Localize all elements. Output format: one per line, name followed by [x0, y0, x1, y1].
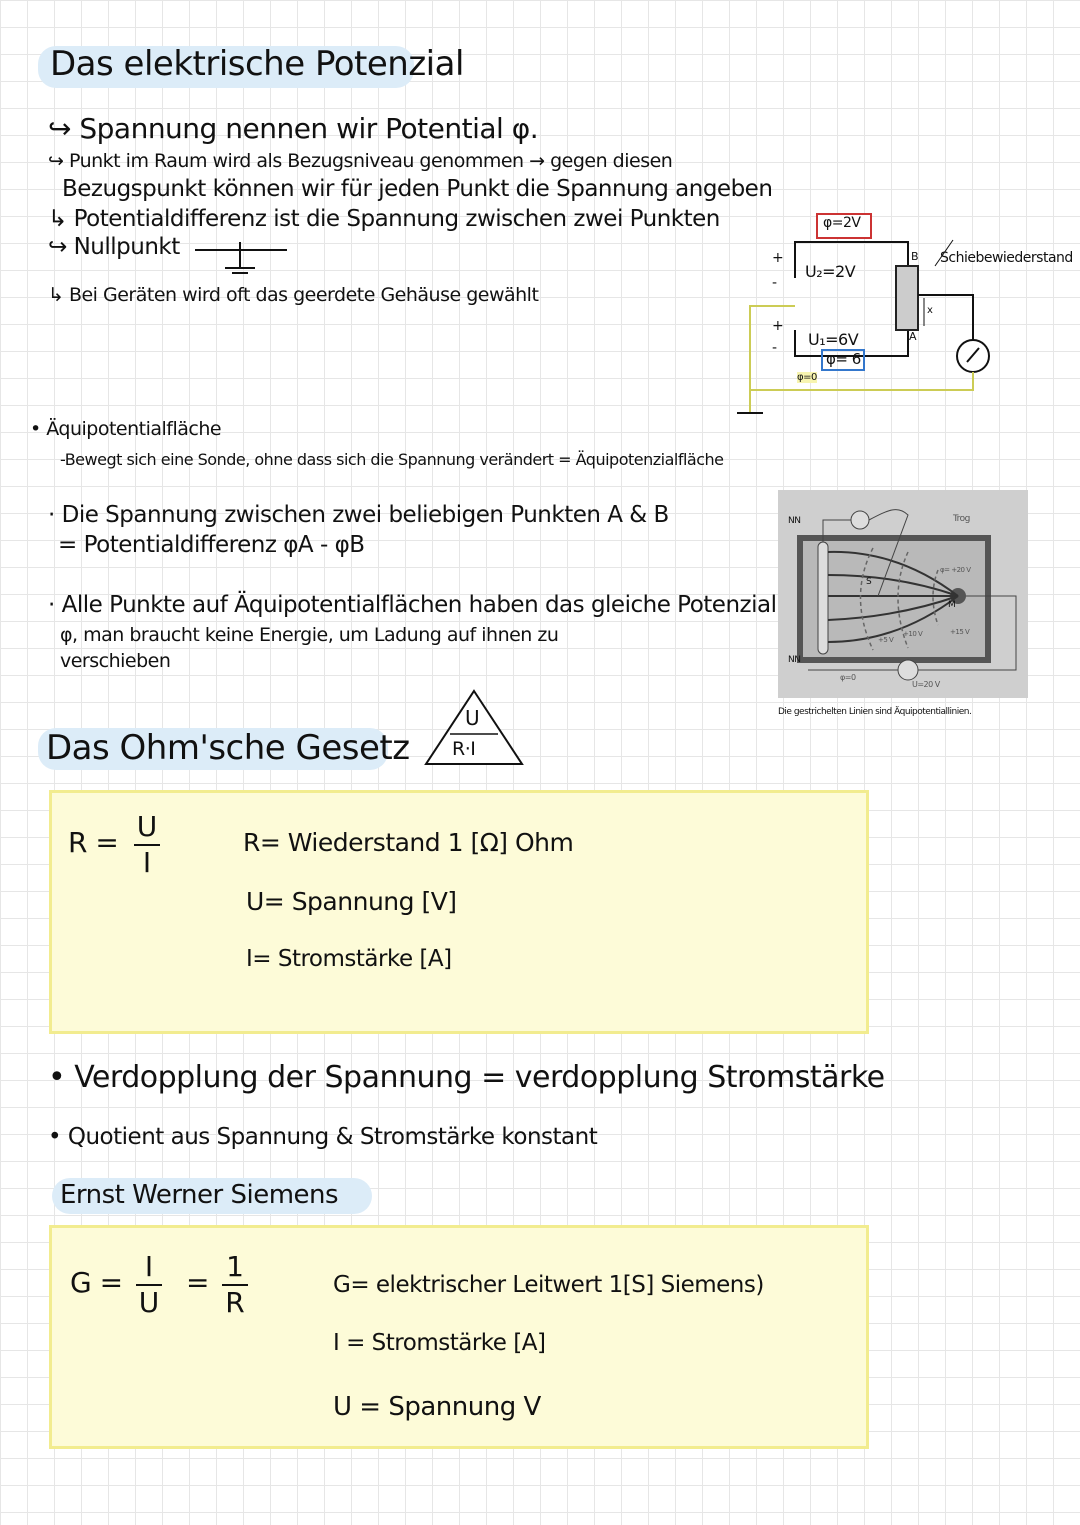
formula-lhs: R =	[68, 826, 119, 859]
numerator: 1	[226, 1250, 244, 1283]
denominator: U	[138, 1286, 160, 1319]
v15-label: +15 V	[950, 628, 970, 636]
definition: U= Spannung [V]	[246, 887, 457, 916]
scientist-name: Ernst Werner Siemens	[60, 1180, 339, 1210]
nn-top-label: NN	[788, 516, 801, 526]
minus-label: -	[772, 340, 777, 356]
nn-bottom-label: NN	[788, 655, 801, 665]
aequi-heading: • Äquipotentialfläche	[30, 418, 222, 440]
note-line: · Die Spannung zwischen zwei beliebigen Punkten A & B	[48, 502, 669, 528]
note-line: φ, man braucht keine Energie, um Ladung auf ihnen zu	[60, 624, 559, 646]
s-label: S	[866, 577, 872, 587]
note-line: Bezugspunkt können wir für jeden Punkt die Spannung angeben	[62, 176, 773, 202]
formula-fraction	[134, 812, 160, 878]
numerator: I	[144, 1250, 154, 1283]
note-line: verschieben	[60, 650, 171, 672]
equipotential-figure	[778, 490, 1028, 698]
section-title: Das elektrische Potenzial	[50, 44, 464, 84]
voltage-u1: U₁=6V	[808, 330, 859, 349]
u-label: U=20 V	[912, 680, 940, 689]
potential-top-label: φ=2V	[823, 215, 861, 231]
formula2-fraction	[222, 1252, 248, 1318]
m-label: M	[948, 600, 956, 610]
potential-zero-label: φ=0	[797, 372, 817, 383]
circuit-diagram	[725, 210, 1075, 420]
aequi-text: -Bewegt sich eine Sonde, ohne dass sich die Spannung verändert = Äquipotenzialfläche	[60, 450, 724, 469]
definition: R= Wiederstand 1 [Ω] Ohm	[243, 828, 574, 857]
trog-label: Trog	[953, 514, 970, 524]
definition: I = Stromstärke [A]	[333, 1330, 546, 1356]
note-line: = Potentialdifferenz φA - φB	[58, 532, 365, 558]
triangle-top: U	[465, 706, 480, 730]
definition: U = Spannung V	[333, 1392, 541, 1422]
v10-label: +10 V	[903, 630, 923, 638]
definition: I= Stromstärke [A]	[246, 946, 452, 972]
potential-mid-label: φ= 6	[826, 350, 861, 368]
plus-label: +	[772, 318, 784, 334]
numerator: U	[136, 810, 158, 843]
figure-caption: Die gestrichelten Linien sind Äquipotentiallinien.	[778, 707, 972, 717]
note-line: ↪ Nullpunkt	[48, 234, 180, 260]
note-line: ↳ Potentialdifferenz ist die Spannung zwischen zwei Punkten	[48, 206, 720, 232]
plus-label: +	[772, 250, 784, 266]
phi20-label: φ= +20 V	[940, 566, 971, 574]
equals: =	[186, 1266, 209, 1299]
rheostat-label: Schiebewiederstand	[940, 250, 1073, 266]
bullet: • Quotient aus Spannung & Stromstärke konstant	[48, 1124, 598, 1150]
formula2-fraction	[136, 1252, 162, 1318]
point-b-label: B	[911, 250, 919, 263]
section-title: Das Ohm'sche Gesetz	[46, 728, 410, 768]
triangle-bottom: R·I	[452, 738, 476, 760]
note-line: ↳ Bei Geräten wird oft das geerdete Gehäuse gewählt	[48, 284, 539, 306]
formula2-lhs: G =	[70, 1266, 123, 1299]
denominator: R	[225, 1286, 245, 1319]
note-line: · Alle Punkte auf Äquipotentialflächen haben das gleiche Potenzial	[48, 592, 777, 618]
voltage-u2: U₂=2V	[805, 262, 856, 281]
note-line: ↪ Spannung nennen wir Potential φ.	[48, 112, 539, 145]
x-label: x	[927, 305, 933, 316]
point-a-label: A	[909, 330, 917, 343]
phi0-label: φ=0	[840, 673, 856, 682]
ground-symbol-icon	[195, 240, 290, 280]
note-line: ↪ Punkt im Raum wird als Bezugsniveau genommen → gegen diesen	[48, 150, 673, 172]
minus-label: -	[772, 275, 777, 291]
v5-label: +5 V	[878, 636, 894, 644]
definition: G= elektrischer Leitwert 1[S] Siemens)	[333, 1272, 764, 1298]
ohm-formula-box	[49, 790, 869, 1034]
denominator: I	[142, 846, 152, 879]
bullet: • Verdopplung der Spannung = verdopplung Stromstärke	[48, 1060, 885, 1095]
